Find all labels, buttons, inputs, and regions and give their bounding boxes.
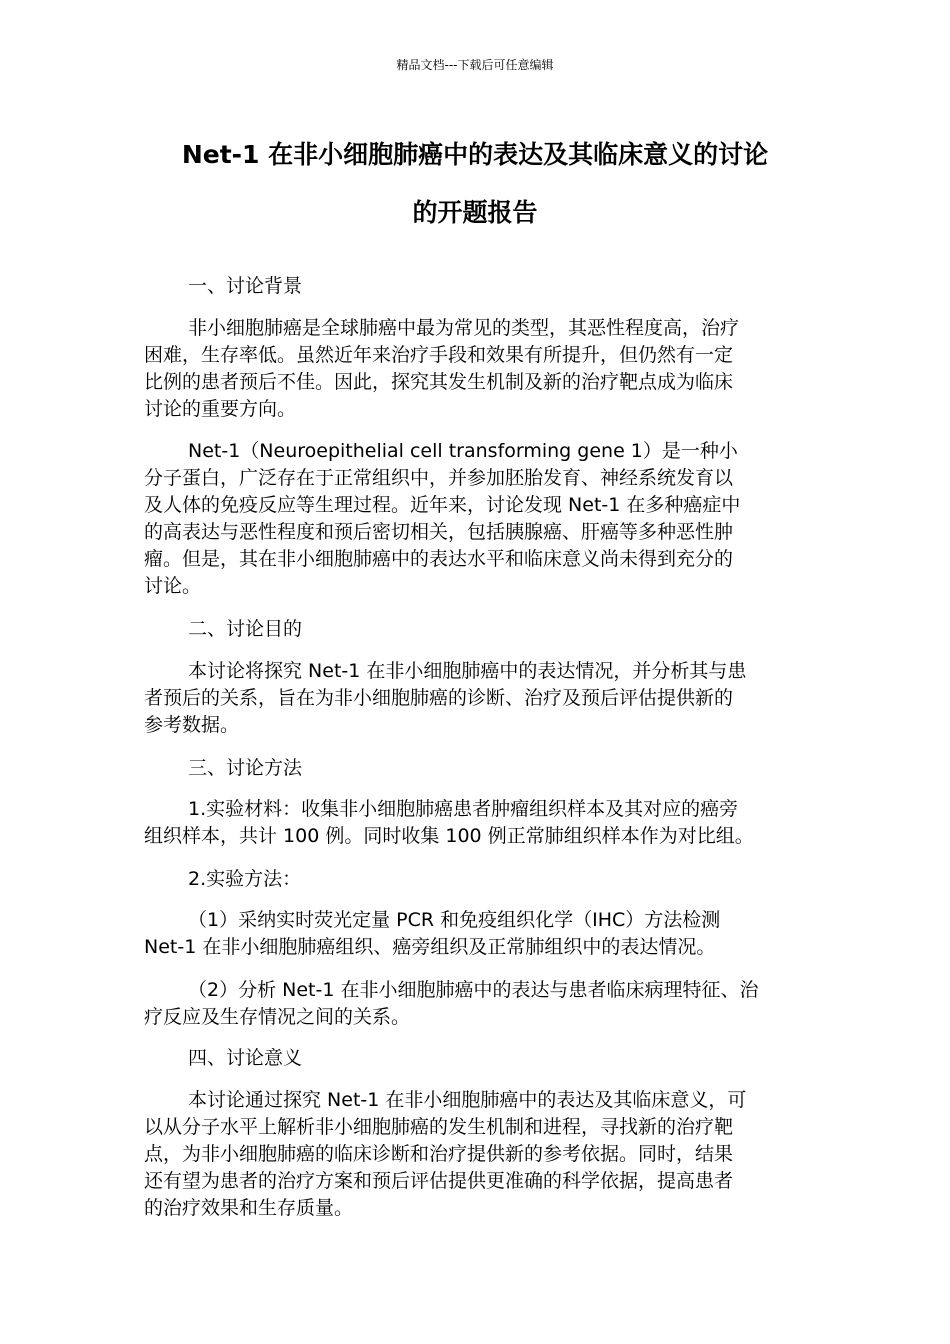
paragraph-line: 以从分子水平上解析非小细胞肺癌的发生机制和进程，寻找新的治疗靶 (144, 1116, 734, 1138)
subheading-methods: 2.实验方法： (188, 868, 302, 890)
list-item-line: （1）采纳实时荧光定量 PCR 和免疫组织化学（IHC）方法检测 (188, 909, 721, 931)
paragraph-line: 者预后的关系，旨在为非小细胞肺癌的诊断、治疗及预后评估提供新的 (144, 687, 734, 709)
paragraph-line: 及人体的免疫反应等生理过程。近年来，讨论发现 Net-1 在多种癌症中 (144, 494, 741, 516)
paragraph-line: 还有望为患者的治疗方案和预后评估提供更准确的科学依据，提高患者 (144, 1170, 734, 1192)
section-heading-significance: 四、讨论意义 (188, 1047, 303, 1069)
page-header: 精品文档---下载后可任意编辑 (396, 58, 554, 72)
list-item-line: 疗反应及生存情况之间的关系。 (144, 1006, 411, 1028)
document-title-line-2: 的开题报告 (412, 198, 538, 227)
paragraph-line: 分子蛋白，广泛存在于正常组织中，并参加胚胎发育、神经系统发育以 (144, 467, 734, 489)
paragraph-line: Net-1（Neuroepithelial cell transforming gene 1）是一种小 (188, 440, 738, 462)
paragraph-line: 的高表达与恶性程度和预后密切相关，包括胰腺癌、肝癌等多种恶性肿 (144, 521, 734, 543)
paragraph-line: 困难，生存率低。虽然近年来治疗手段和效果有所提升，但仍然有一定 (144, 344, 734, 366)
paragraph-line: 点，为非小细胞肺癌的临床诊断和治疗提供新的参考依据。同时，结果 (144, 1143, 734, 1165)
paragraph-line: 非小细胞肺癌是全球肺癌中最为常见的类型，其恶性程度高，治疗 (188, 317, 740, 339)
document-title-line-1: Net-1 在非小细胞肺癌中的表达及其临床意义的讨论 (181, 140, 769, 169)
paragraph-line: 讨论的重要方向。 (144, 398, 297, 420)
list-item-line: （2）分析 Net-1 在非小细胞肺癌中的表达与患者临床病理特征、治 (188, 979, 759, 1001)
paragraph-line: 瘤。但是，其在非小细胞肺癌中的表达水平和临床意义尚未得到充分的 (144, 548, 734, 570)
section-heading-methods: 三、讨论方法 (188, 757, 303, 779)
paragraph-line: 比例的患者预后不佳。因此，探究其发生机制及新的治疗靶点成为临床 (144, 371, 734, 393)
paragraph-line: 组织样本，共计 100 例。同时收集 100 例正常肺组织样本作为对比组。 (144, 825, 754, 847)
section-heading-purpose: 二、讨论目的 (188, 618, 303, 640)
paragraph-line: 1.实验材料：收集非小细胞肺癌患者肿瘤组织样本及其对应的癌旁 (188, 798, 739, 820)
paragraph-line: 本讨论通过探究 Net-1 在非小细胞肺癌中的表达及其临床意义，可 (188, 1089, 747, 1111)
paragraph-line: 参考数据。 (144, 714, 240, 736)
section-heading-background: 一、讨论背景 (188, 275, 303, 297)
paragraph-line: 讨论。 (144, 575, 202, 597)
list-item-line: Net-1 在非小细胞肺癌组织、癌旁组织及正常肺组织中的表达情况。 (144, 936, 716, 958)
paragraph-line: 的治疗效果和生存质量。 (144, 1197, 354, 1219)
paragraph-line: 本讨论将探究 Net-1 在非小细胞肺癌中的表达情况，并分析其与患 (188, 660, 747, 682)
